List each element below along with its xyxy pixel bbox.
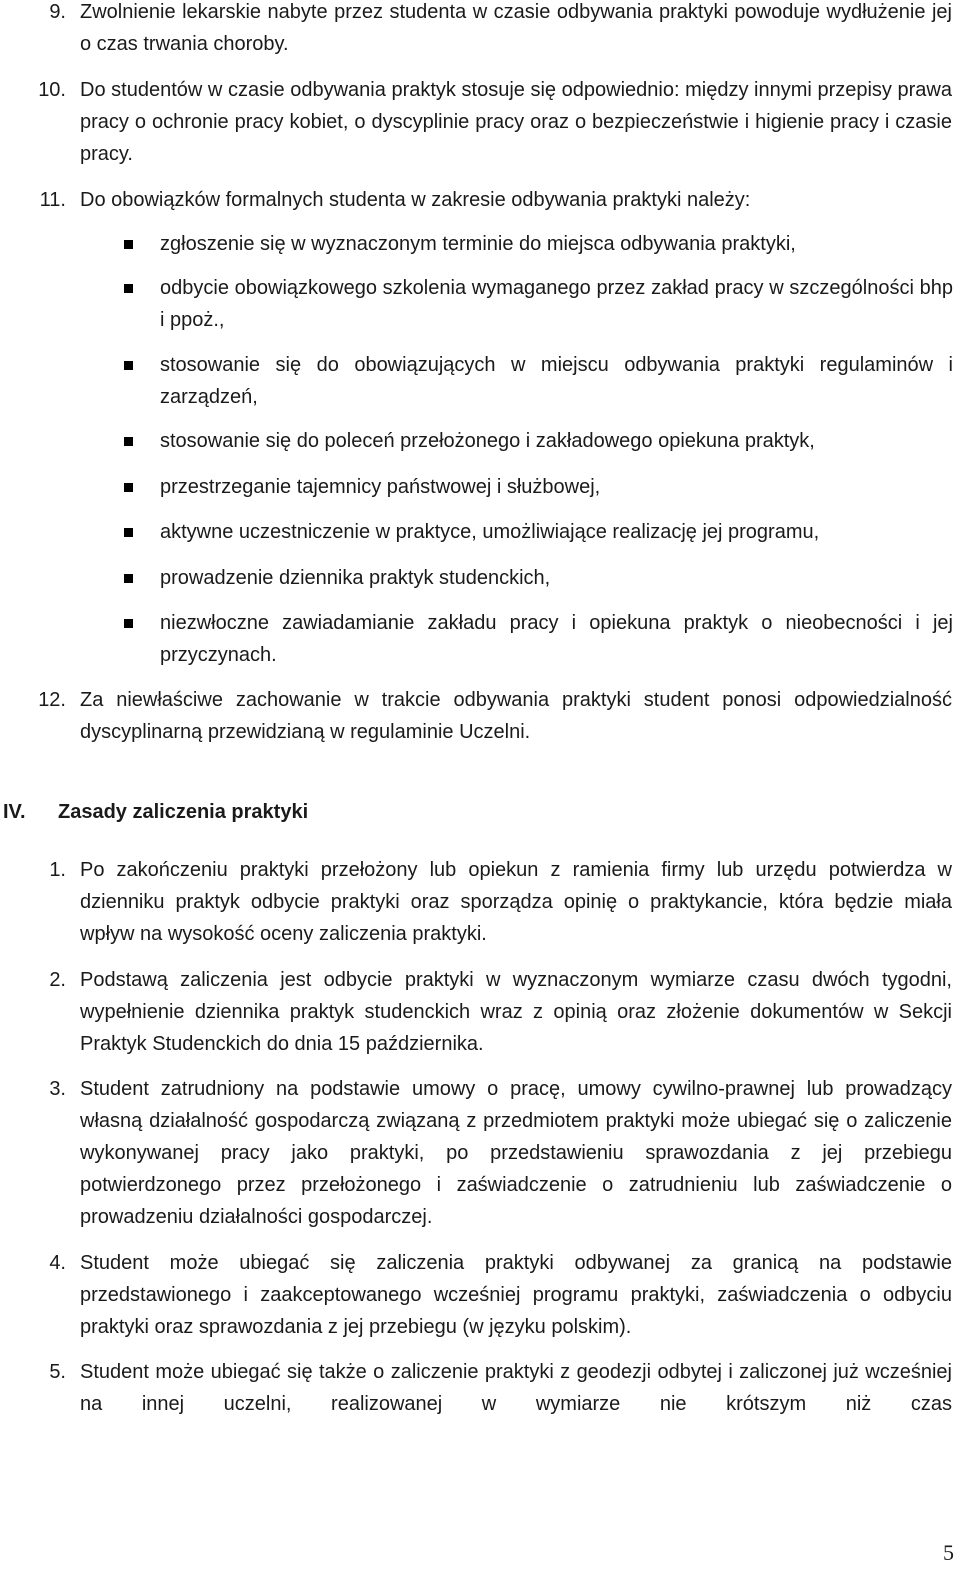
bullet-text: zgłoszenie się w wyznaczonym terminie do miejsca odbywania praktyki, bbox=[160, 233, 796, 255]
bullet-text: stosowanie się do poleceń przełożonego i zakładowego opiekuna praktyk, bbox=[160, 430, 815, 452]
bullet-text: stosowanie się do obowiązujących w miejscu odbywania praktyki regulaminów i zarządzeń, bbox=[160, 354, 953, 408]
item-text: Do obowiązków formalnych studenta w zakresie odbywania praktyki należy: bbox=[80, 189, 751, 211]
item-text: Student może ubiegać się zaliczenia praktyki odbywanej za granicą na podstawie przedstawionego i zaakceptowanego wcześniej programu praktyki, zaświadczenia o odbyciu praktyki oraz sprawozdania z jej przebiegu (w języku polskim). bbox=[80, 1252, 952, 1338]
square-bullet-icon bbox=[121, 471, 141, 491]
item-text: Po zakończeniu praktyki przełożony lub opiekun z ramienia firmy lub urzędu potwierdza w dzienniku praktyk odbycie praktyki oraz sporządza opinię o praktykancie, która będzie miała wpływ na wysokość oceny zaliczenia praktyki. bbox=[80, 859, 952, 945]
square-bullet-icon bbox=[121, 516, 141, 536]
section-roman-numeral: IV. bbox=[3, 801, 26, 823]
item-number: 2. bbox=[49, 969, 66, 991]
bullet-text: przestrzeganie tajemnicy państwowej i służbowej, bbox=[160, 476, 601, 498]
item-number: 10. bbox=[38, 79, 66, 101]
square-bullet-icon bbox=[121, 607, 141, 627]
item-text: Do studentów w czasie odbywania praktyk stosuje się odpowiednio: między innymi przepisy prawa pracy o ochronie pracy kobiet, o dyscyplinie pracy oraz o bezpieczeństwie i higienie pracy i czasie pracy. bbox=[80, 79, 952, 165]
item-number: 12. bbox=[38, 689, 66, 711]
square-bullet-icon bbox=[121, 562, 141, 582]
item-number: 5. bbox=[49, 1361, 66, 1383]
section-heading bbox=[0, 796, 960, 828]
item-text: Zwolnienie lekarskie nabyte przez studenta w czasie odbywania praktyki powoduje wydłużenie jej o czas trwania choroby. bbox=[80, 1, 952, 55]
item-number: 11. bbox=[39, 189, 66, 211]
square-bullet-icon bbox=[121, 349, 141, 369]
bullet-text: prowadzenie dziennika praktyk studenckich, bbox=[160, 567, 551, 589]
square-bullet-icon bbox=[121, 228, 141, 248]
item-text: Student może ubiegać się także o zaliczenie praktyki z geodezji odbytej i zaliczonej już wcześniej na innej uczelni, realizowanej w wymiarze nie krótszym niż czas bbox=[80, 1361, 952, 1415]
item-text: Student zatrudniony na podstawie umowy o pracę, umowy cywilno-prawnej lub prowadzący własną działalność gospodarczą związaną z przedmiotem praktyki może ubiegać się o zaliczenie wykonywanej pracy jako praktyki, po przedstawieniu sprawozdania z jej przebiegu potwierdzonego przez przełożonego i zaświadczenie o zatrudnieniu lub zaświadczenie o prowadzeniu działalności gospodarczej. bbox=[80, 1078, 952, 1228]
page-number: 5 bbox=[943, 1540, 954, 1565]
item-number: 3. bbox=[49, 1078, 66, 1100]
item-number: 1. bbox=[49, 859, 66, 881]
item-number: 9. bbox=[49, 1, 66, 23]
square-bullet-icon bbox=[121, 425, 141, 445]
section-title: Zasady zaliczenia praktyki bbox=[58, 801, 309, 823]
item-text: Podstawą zaliczenia jest odbycie praktyki w wyznaczonym wymiarze czasu dwóch tygodni, wypełnienie dziennika praktyk studenckich wraz z opinią oraz złożenie dokumentów w Sekcji Praktyk Studenckich do dnia 15 października. bbox=[80, 969, 952, 1055]
bullet-text: niezwłoczne zawiadamianie zakładu pracy i opiekuna praktyk o nieobecności i jej przyczynach. bbox=[160, 612, 953, 666]
bullet-text: aktywne uczestniczenie w praktyce, umożliwiające realizację jej programu, bbox=[160, 521, 820, 543]
item-number: 4. bbox=[49, 1252, 66, 1274]
item-text: Za niewłaściwe zachowanie w trakcie odbywania praktyki student ponosi odpowiedzialność dyscyplinarną przewidzianą w regulaminie Uczelni. bbox=[80, 689, 952, 743]
bullet-text: odbycie obowiązkowego szkolenia wymaganego przez zakład pracy w szczególności bhp i ppoż., bbox=[160, 277, 953, 331]
square-bullet-icon bbox=[121, 272, 141, 292]
